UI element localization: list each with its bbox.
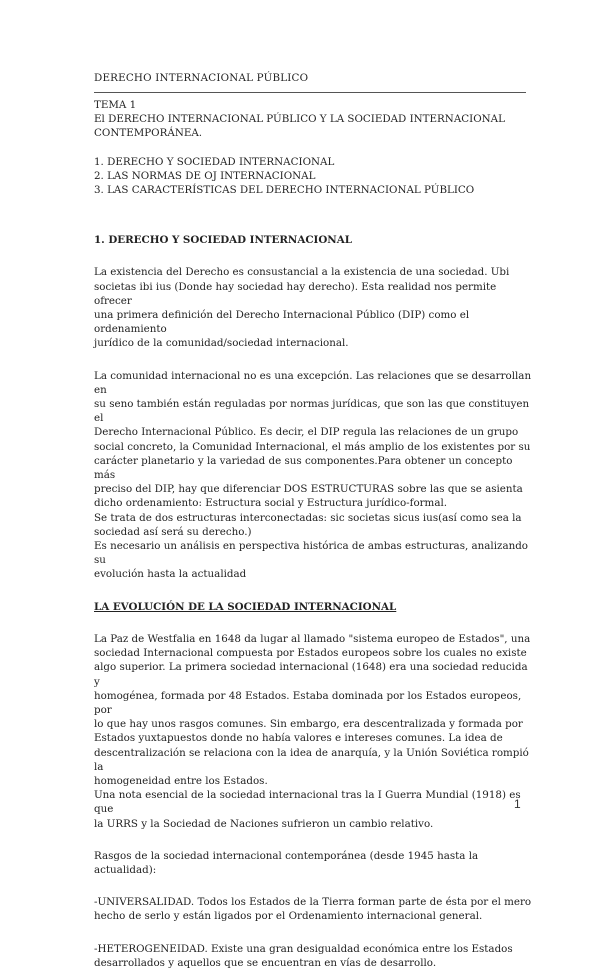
tema-title-line-1: El DERECHO INTERNACIONAL PÚBLICO Y LA SOCIEDAD INTERNACIONAL: [94, 113, 505, 126]
tema-title-line-2: CONTEMPORÁNEA.: [94, 127, 203, 140]
paragraph-line: Una nota esencial de la sociedad internacional tras la I Guerra Mundial (1918) es que: [94, 789, 521, 816]
paragraph-line: homogénea, formada por 48 Estados. Estaba dominada por los Estados europeos, por: [94, 689, 522, 716]
tema-label: TEMA 1: [94, 99, 137, 111]
paragraph-line: la URRS y la Sociedad de Naciones sufrieron un cambio relativo.: [94, 817, 434, 830]
paragraph-line: -HETEROGENEIDAD. Existe una gran desigualdad económica entre los Estados: [94, 942, 513, 955]
section-heading: 1. DERECHO Y SOCIEDAD INTERNACIONAL: [94, 234, 352, 247]
paragraph-line: evolución hasta la actualidad: [94, 568, 247, 581]
paragraph-line: La existencia del Derecho es consustancial a la existencia de una sociedad. Ubi: [94, 266, 510, 279]
paragraph-line: La Paz de Westfalia en 1648 da lugar al llamado "sistema europeo de Estados", una: [94, 632, 531, 645]
subsection-heading: LA EVOLUCIÓN DE LA SOCIEDAD INTERNACIONAL: [94, 600, 397, 613]
paragraph-line: La comunidad internacional no es una excepción. Las relaciones que se desarrollan en: [94, 369, 532, 396]
paragraph-line: algo superior. La primera sociedad internacional (1648) era una sociedad reducida y: [94, 661, 528, 688]
paragraph-line: su seno también están reguladas por normas jurídicas, que son las que constituyen el: [94, 398, 530, 425]
paragraph-line: desarrollados y aquellos que se encuentran en vías de desarrollo.: [94, 956, 437, 969]
paragraph-line: -UNIVERSALIDAD. Todos los Estados de la Tierra forman parte de ésta por el mero: [94, 896, 532, 909]
header-divider: [94, 92, 526, 93]
paragraph-line: hecho de serlo y están ligados por el Ordenamiento internacional general.: [94, 910, 483, 923]
index-item: 2. LAS NORMAS DE OJ INTERNACIONAL: [94, 169, 316, 182]
paragraph-line: sociedad así será su derecho.): [94, 525, 252, 538]
index-item: 1. DERECHO Y SOCIEDAD INTERNACIONAL: [94, 155, 335, 168]
document-header: DERECHO INTERNACIONAL PÚBLICO: [94, 72, 309, 84]
paragraph-line: social concreto, la Comunidad Internacional, el más amplio de los existentes por su: [94, 440, 531, 453]
paragraph-line: carácter planetario y la variedad de sus componentes.Para obtener un concepto más: [94, 454, 513, 482]
paragraph-line: societas ibi ius (Donde hay sociedad hay derecho). Esta realidad nos permite ofrecer: [94, 280, 497, 307]
document-body: [94, 98, 534, 970]
paragraph-line: Estados yuxtapuestos donde no había valores e intereses comunes. La idea de: [94, 732, 503, 745]
paragraph-line: Derecho Internacional Público. Es decir, el DIP regula las relaciones de un grupo: [94, 426, 519, 439]
paragraph-line: Es necesario un análisis en perspectiva histórica de ambas estructuras, analizando su: [94, 540, 529, 567]
paragraph-line: descentralización se relaciona con la idea de anarquía, y la Unión Soviética rompió la: [94, 746, 529, 773]
page-number: 1: [514, 797, 521, 811]
paragraph-line: sociedad Internacional compuesta por Estados europeos sobre los cuales no existe: [94, 647, 527, 660]
paragraph-line: una primera definición del Derecho Internacional Público (DIP) como el ordenamiento: [94, 309, 470, 336]
paragraph-line: homogeneidad entre los Estados.: [94, 774, 268, 787]
paragraph-line: lo que hay unos rasgos comunes. Sin embargo, era descentralizada y formada por: [94, 718, 523, 731]
paragraph-line: Se trata de dos estructuras interconectadas: sic societas sicus ius(así como sea la: [94, 511, 522, 524]
index-item: 3. LAS CARACTERÍSTICAS DEL DERECHO INTERNACIONAL PÚBLICO: [94, 184, 475, 197]
paragraph-line: jurídico de la comunidad/sociedad internacional.: [94, 337, 349, 350]
paragraph-line: dicho ordenamiento: Estructura social y Estructura jurídico-formal.: [94, 497, 448, 510]
paragraph-line: Rasgos de la sociedad internacional contemporánea (desde 1945 hasta la actualidad):: [94, 849, 479, 876]
paragraph-line: preciso del DIP, hay que diferenciar DOS ESTRUCTURAS sobre las que se asienta: [94, 483, 523, 496]
